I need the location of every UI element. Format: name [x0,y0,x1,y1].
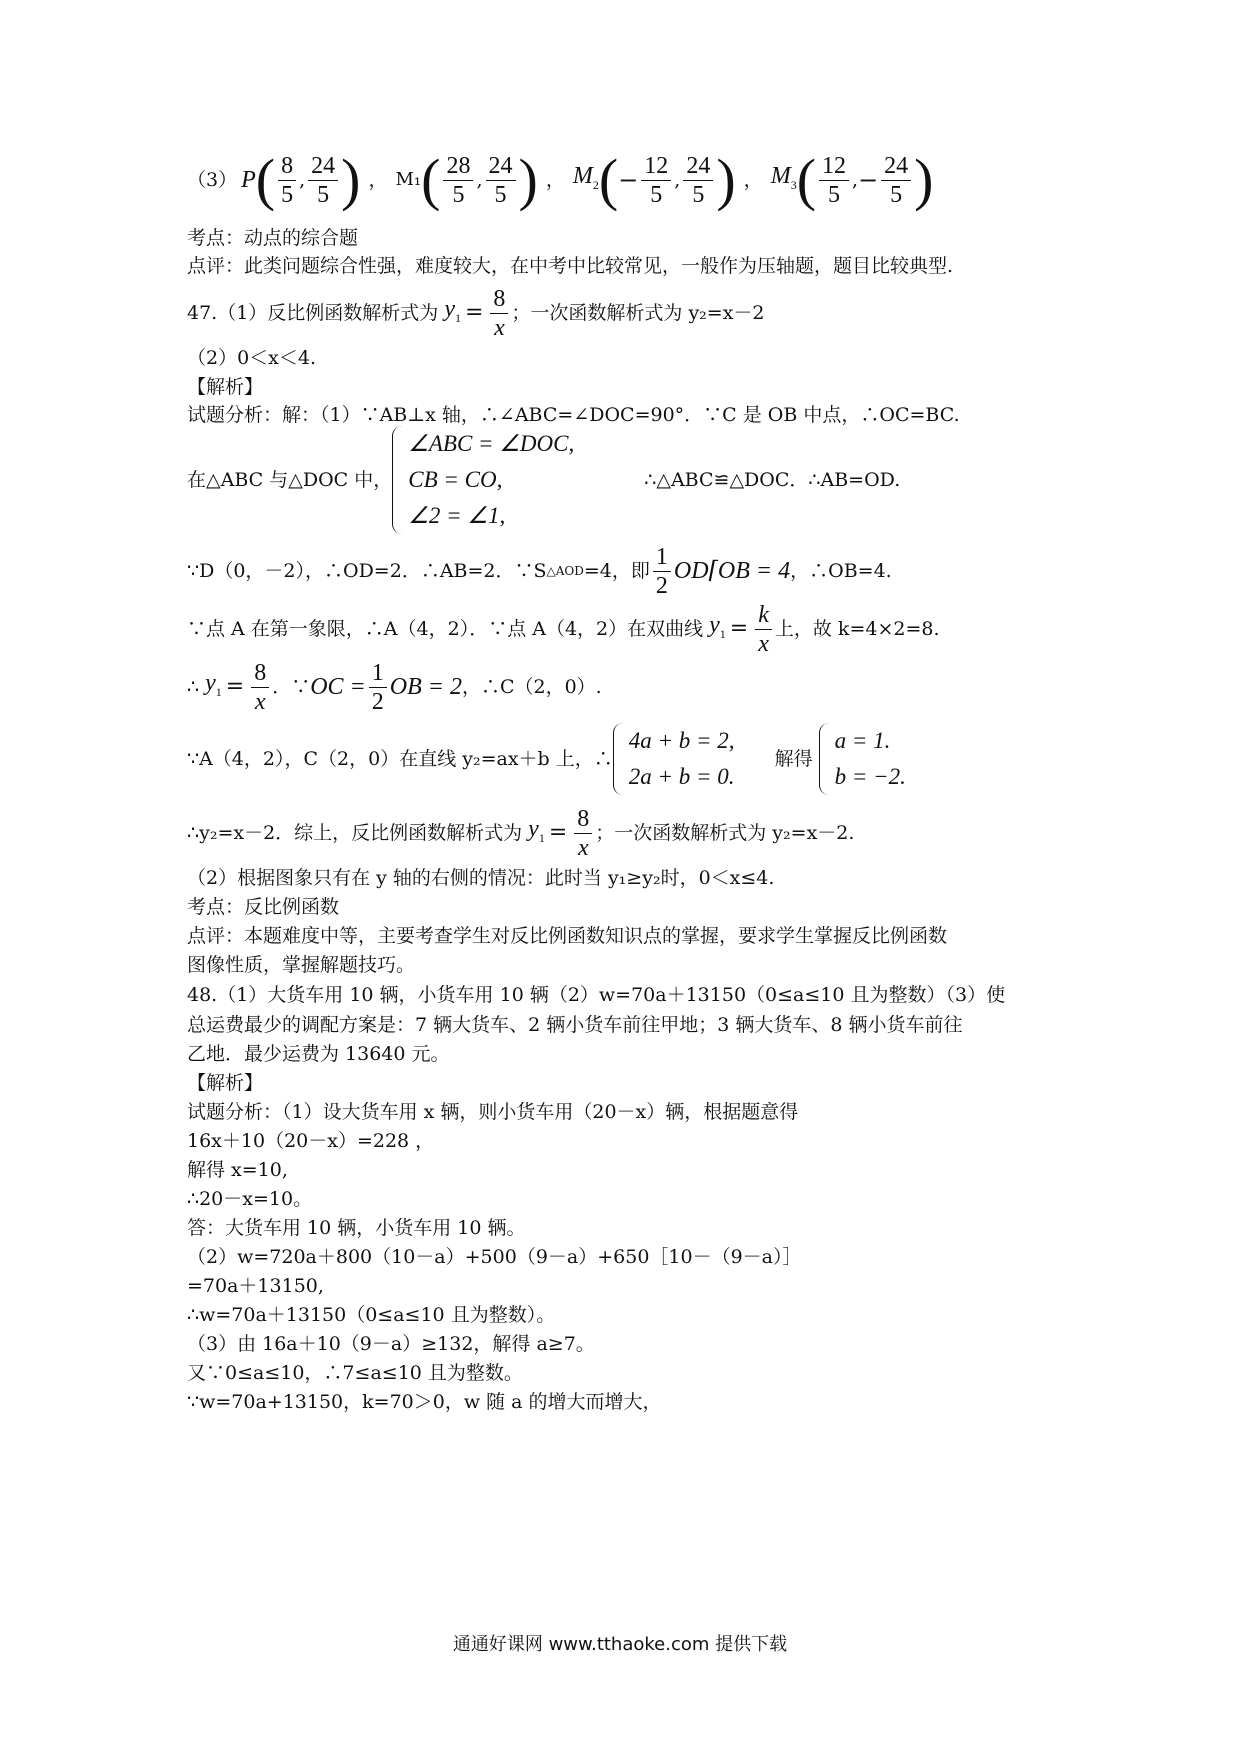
q48-answer-line3: 乙地．最少运费为 13640 元。 [187,1043,450,1065]
q48-analysis-line5: 答：大货车用 10 辆，小货车用 10 辆。 [187,1217,526,1239]
text: ∴△ABC≌△DOC．∴AB=OD. [644,469,901,491]
page-footer: 通通好课网 www.tthaoke.com 提供下载 [452,1634,788,1655]
point-m2-label: $M_2$ [572,162,599,192]
y1-symbol: $y_1$ [444,295,461,325]
dianping-47-line1: 点评：本题难度中等，主要考查学生对反比例函数知识点的掌握，要求学生掌握反比例函数 [187,925,948,947]
fraction: $\frac{8}{5}$ [278,152,296,209]
text: ∴y₂=x－2．综上，反比例函数解析式为 [187,822,523,844]
text: ；一次函数解析式为 y₂=x－2 [511,302,765,324]
q48-answer-line2: 总运费最少的调配方案是：7 辆大货车、2 辆小货车前往甲地；3 辆大货车、8 辆小货车前往 [187,1014,963,1036]
fraction: $\frac{8}{x}$ [490,285,508,342]
kaodian-47: 考点：反比例函数 [187,896,340,918]
paren: ( [796,147,817,212]
math-expr: OC = [310,674,366,700]
q48-analysis-line11: ∵w=70a+13150，k=70＞0，w 随 a 的增大而增大， [187,1391,662,1413]
point-m3-label: $M_3$ [770,162,797,192]
text: ∵A（4，2），C（2，0）在直线 y₂=ax＋b 上，∴ [187,748,613,770]
dianping-47-line2: 图像性质，掌握解题技巧。 [187,954,416,976]
math-expr: OB = 2 [389,674,462,700]
text: =4，即 [583,560,650,582]
fraction: $\frac{24}{5}$ [881,152,911,209]
paren: ) [914,147,934,212]
q47-congruence-line [187,432,900,528]
text: 解得 [774,748,813,770]
fraction: $\frac{1}{2}$ [653,543,671,600]
q47-area-line [187,543,892,599]
paren: ( [421,147,441,212]
text: ∵D（0，－2），∴OD=2．∴AB=2．∵S [187,560,547,582]
q48-analysis-line8: ∴w=70a＋13150（0≤a≤10 且为整数）。 [187,1304,556,1326]
text: 在△ABC 与△DOC 中， [187,469,393,491]
q48-analysis-line9: （3）由 16a＋10（9－a）≥132，解得 a≥7。 [187,1333,595,1355]
y1-symbol: $y_1$ [205,669,222,699]
paren: ( [598,147,619,212]
q47-answer-line2: （2）0＜x＜4. [187,347,317,369]
fraction: $\frac{8}{x}$ [574,805,592,862]
y1-symbol: $y_1$ [709,611,726,641]
paren: ) [518,147,538,212]
q48-analysis-line2: 16x＋10（20－x）=228 ， [187,1130,435,1152]
text: 上，故 k=4×2=8. [774,618,940,640]
text: ．∵ [272,676,311,698]
part3-label: （3） [187,169,238,191]
fraction: $\frac{24}{5}$ [486,152,516,209]
fraction: $\frac{8}{x}$ [251,659,269,716]
text: ，∴OB=4. [790,560,892,582]
fraction: $\frac{12}{5}$ [641,152,671,209]
fraction: $\frac{28}{5}$ [443,152,473,209]
text: 47.（1）反比例函数解析式为 [187,302,439,324]
q48-analysis-line4: ∴20－x=10。 [187,1188,313,1210]
paren: ( [255,147,276,212]
paren: ) [341,147,361,212]
math-expr: OD⌈OB = 4 [673,558,791,584]
dianping-46: 点评：此类问题综合性强，难度较大，在中考中比较常见，一般作为压轴题，题目比较典型. [187,255,954,277]
paren: ) [716,147,736,212]
y1-symbol: $y_1$ [528,815,545,845]
q48-analysis-line10: 又∵0≤a≤10，∴7≤a≤10 且为整数。 [187,1362,523,1384]
q47-analysis-line1: 试题分析：解：（1）∵AB⊥x 轴，∴∠ABC=∠DOC=90°．∵C 是 OB 中点，∴OC=BC. [187,404,960,426]
text: ∴ [187,676,200,698]
text: ，∴C（2，0）. [461,676,602,698]
equation-system: a = 1. b = −2. [819,723,906,795]
q48-analysis-line6: （2）w=720a＋800（10－a）+500（9－a）+650［10－（9－a）］ [187,1246,802,1268]
q47-hyperbola-line: ∵点 A 在第一象限，∴A（4，2）．∵点 A（4，2）在双曲线 $y_1$ = $\frac{k}{x}$ 上，故 k=4×2=8. [187,601,940,657]
q48-jiexi: 【解析】 [187,1072,264,1094]
fraction: $\frac{1}{2}$ [369,659,387,716]
point-p-label: P [241,167,256,193]
text: ∵点 A 在第一象限，∴A（4，2）．∵点 A（4，2）在双曲线 [187,618,704,640]
q48-analysis-line3: 解得 x=10, [187,1159,288,1181]
kaodian-46: 考点：动点的综合题 [187,227,359,249]
fraction: $\frac{24}{5}$ [308,152,338,209]
equation-system: 4a + b = 2, 2a + b = 0. [613,723,735,795]
fraction: $\frac{12}{5}$ [819,152,849,209]
answer46-part3: （3） P ( $\frac{8}{5}$ , $\frac{24}{5}$ ) ， M₁ ( $\frac{28}{5}$ , $\frac{24}{5}$ ) ， $M_2$ ( − $\frac{12}{5}$ , $\frac{24}{5}$ ) ， $M_3$ ( $\frac{12}{5}$ , − $\frac{24}{5}$ ) [187,147,934,212]
q48-analysis-line1: 试题分析：（1）设大货车用 x 辆，则小货车用（20－x）辆，根据题意得 [187,1101,799,1123]
text: ；一次函数解析式为 y₂=x－2. [595,822,855,844]
fraction: $\frac{24}{5}$ [683,152,713,209]
q47-part2-analysis: （2）根据图象只有在 y 轴的右侧的情况：此时当 y₁≥y₂时，0＜x≤4. [187,867,775,889]
q48-answer-line1: 48.（1）大货车用 10 辆，小货车用 10 辆（2）w=70a＋13150（0≤a≤10 且为整数）（3）使 [187,984,1006,1006]
subscript: △AOD [546,564,584,578]
q47-oc-line: ∴ $y_1$ = $\frac{8}{x}$ ．∵ OC = $\frac{1}{2}$ OB = 2 ，∴C（2，0）. [187,659,602,715]
equation-system: ∠ABC = ∠DOC, CB = CO, ∠2 = ∠1, [392,426,574,534]
fraction: $\frac{k}{x}$ [755,601,772,658]
q47-jiexi: 【解析】 [187,376,264,398]
q47-conclusion-line: ∴y₂=x－2．综上，反比例函数解析式为 $y_1$ = $\frac{8}{x}$ ；一次函数解析式为 y₂=x－2. [187,805,855,861]
q47-line-equation [187,722,906,796]
q48-analysis-line7: =70a＋13150, [187,1275,324,1297]
point-m1-label: M₁ [395,169,422,190]
q47-answer-line1: 47.（1）反比例函数解析式为 $y_1$ = $\frac{8}{x}$ ；一次函数解析式为 y₂=x－2 [187,285,765,341]
